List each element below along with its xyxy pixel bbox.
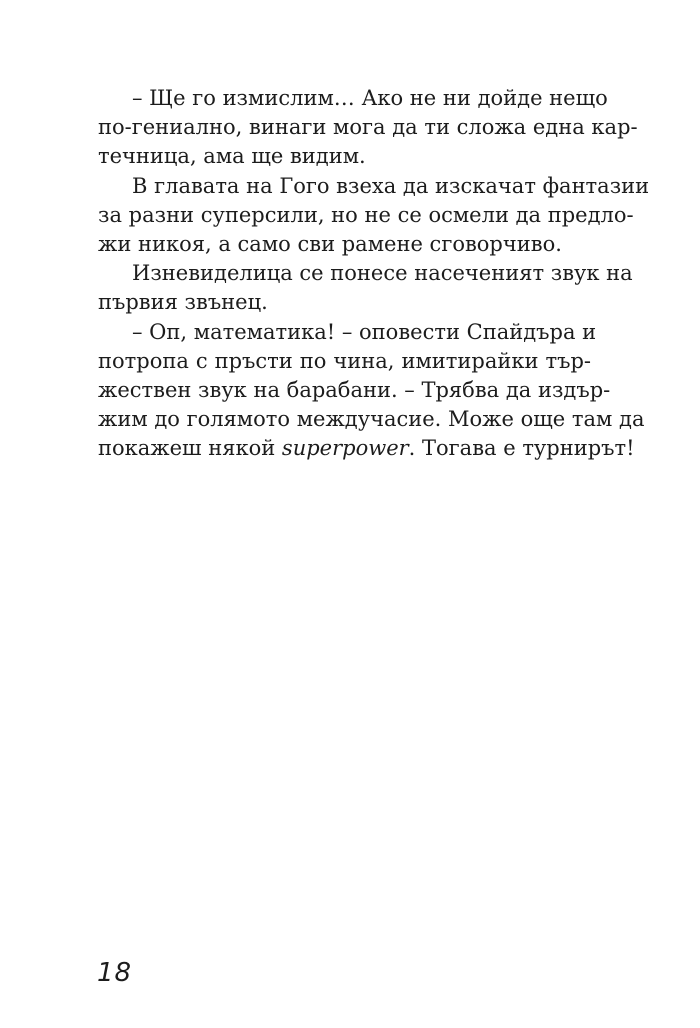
text-line: жи никоя, а само сви рамене сговорчиво. <box>98 231 562 256</box>
paragraph-3 <box>98 259 633 317</box>
text-line: по-гениално, винаги мога да ти сложа една кар- <box>98 115 638 140</box>
page-number: 18 <box>97 958 133 988</box>
text-line: за разни суперсили, но не се осмели да предло- <box>98 202 634 227</box>
text-segment: покажеш някой <box>98 436 282 461</box>
paragraph-2 <box>98 172 650 260</box>
text-line: течница, ама ще видим. <box>98 144 366 169</box>
text-line: жим до голямото междучасие. Може още там да <box>98 407 645 432</box>
text-line: първия звънец. <box>98 290 268 315</box>
text-line: потропа с пръсти по чина, имитирайки тър- <box>98 348 591 373</box>
emphasized-word: superpower <box>281 436 409 461</box>
paragraph-1 <box>98 84 638 172</box>
text-line: Изневиделица се понесе насеченият звук на <box>132 261 633 286</box>
text-line-with-emphasis <box>98 434 635 463</box>
body-text <box>98 84 650 463</box>
text-segment: . Тогава е турнирът! <box>408 436 635 461</box>
text-line: – Ще го измислим… Ако не ни дойде нещо <box>132 86 608 110</box>
text-line: жествен звук на барабани. – Трябва да издър- <box>98 377 611 402</box>
text-line: – Оп, математика! – оповести Спайдъра и <box>132 319 597 344</box>
text-line: В главата на Гого взеха да изскачат фантазии <box>132 173 650 198</box>
paragraph-4 <box>98 318 645 464</box>
